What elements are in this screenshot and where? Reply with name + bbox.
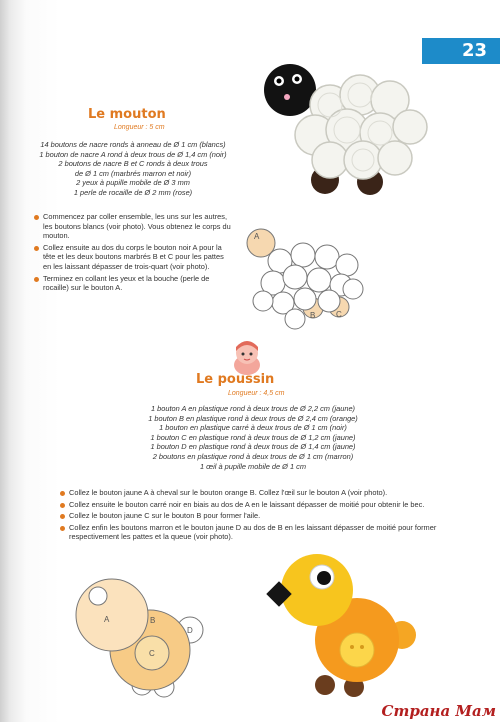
- chick-length: Longueur : 4,5 cm: [228, 390, 285, 397]
- instruction-step: Collez le bouton jaune C sur le bouton B pour former l'aile.: [60, 511, 452, 521]
- diagram-label: A: [104, 615, 110, 624]
- instruction-step: Collez enfin les boutons marron et le bouton jaune D au dos de B en les laissant dépasser de moitié pour former respectivement les pattes et la queue (voir photo).: [60, 523, 452, 542]
- sheep-length: Longueur : 5 cm: [114, 124, 165, 131]
- material-line: 1 bouton D en plastique rond à deux trous de Ø 1,4 cm (jaune): [150, 442, 356, 452]
- site-watermark: Страна Мам: [381, 702, 496, 720]
- diagram-label: C: [336, 310, 342, 319]
- instruction-step: Collez ensuite le bouton carré noir en biais au dos de A en le laissant dépasser de moitié pour obtenir le bec.: [60, 500, 452, 510]
- chick-photo: [262, 545, 422, 705]
- sheep-instructions: [34, 212, 234, 295]
- diagram-label: B: [310, 311, 316, 320]
- material-line: 1 œil à pupille mobile de Ø 1 cm: [200, 461, 306, 471]
- instruction-step: Commencez par coller ensemble, les uns sur les autres, les boutons blancs (voir photo). Vous obtenez le corps du mouton.: [34, 212, 234, 241]
- chick-diagram: [72, 560, 212, 710]
- material-line: 1 perle de rocaille de Ø 2 mm (rose): [73, 187, 193, 197]
- material-line: 2 boutons en plastique rond à deux trous de Ø 1 cm (marron): [152, 451, 354, 461]
- chick-materials: [118, 404, 388, 471]
- chick-title: Le poussin: [196, 372, 275, 387]
- sheep-head-button: [264, 64, 316, 116]
- material-line: 1 bouton de nacre A rond à deux trous de Ø 1,4 cm (noir): [39, 149, 227, 159]
- sheep-materials: [28, 140, 238, 198]
- chick-character-icon: [225, 337, 270, 377]
- material-line: 2 yeux à pupille mobile de Ø 3 mm: [76, 178, 190, 188]
- sheep-diagram: [235, 225, 370, 335]
- instruction-step: Collez le bouton jaune A à cheval sur le bouton orange B. Collez l'œil sur le bouton A (voir photo).: [60, 488, 452, 498]
- diagram-label: B: [150, 616, 156, 625]
- material-line: 1 bouton C en plastique rond à deux trous de Ø 1,2 cm (jaune): [150, 432, 356, 442]
- sheep-title: Le mouton: [88, 107, 166, 122]
- instruction-step: Terminez en collant les yeux et la bouche (perle de rocaille) sur le bouton A.: [34, 274, 234, 293]
- diagram-label: C: [149, 649, 155, 658]
- material-line: 2 boutons de nacre B et C ronds à deux trous: [58, 159, 208, 169]
- diagram-label: D: [187, 626, 193, 635]
- material-line: 1 bouton A en plastique rond à deux trous de Ø 2,2 cm (jaune): [150, 404, 356, 413]
- page-number: 23: [422, 38, 500, 64]
- material-line: 1 bouton B en plastique rond à deux trous de Ø 2,4 cm (orange): [148, 413, 358, 423]
- material-line: 1 bouton en plastique carré à deux trous de Ø 1 cm (noir): [159, 423, 347, 433]
- diagram-label: A: [254, 232, 260, 241]
- material-line: 14 boutons de nacre ronds à anneau de Ø 1 cm (blancs): [40, 140, 226, 149]
- chick-instructions: [60, 488, 452, 544]
- material-line: de Ø 1 cm (marbrés marron et noir): [74, 168, 192, 178]
- instruction-step: Collez ensuite au dos du corps le bouton noir A pour la tête et les deux boutons marbrés B et C pour les pattes en les laissant dépasser de trois-quart (voir photo).: [34, 243, 234, 272]
- sheep-photo: [255, 55, 435, 205]
